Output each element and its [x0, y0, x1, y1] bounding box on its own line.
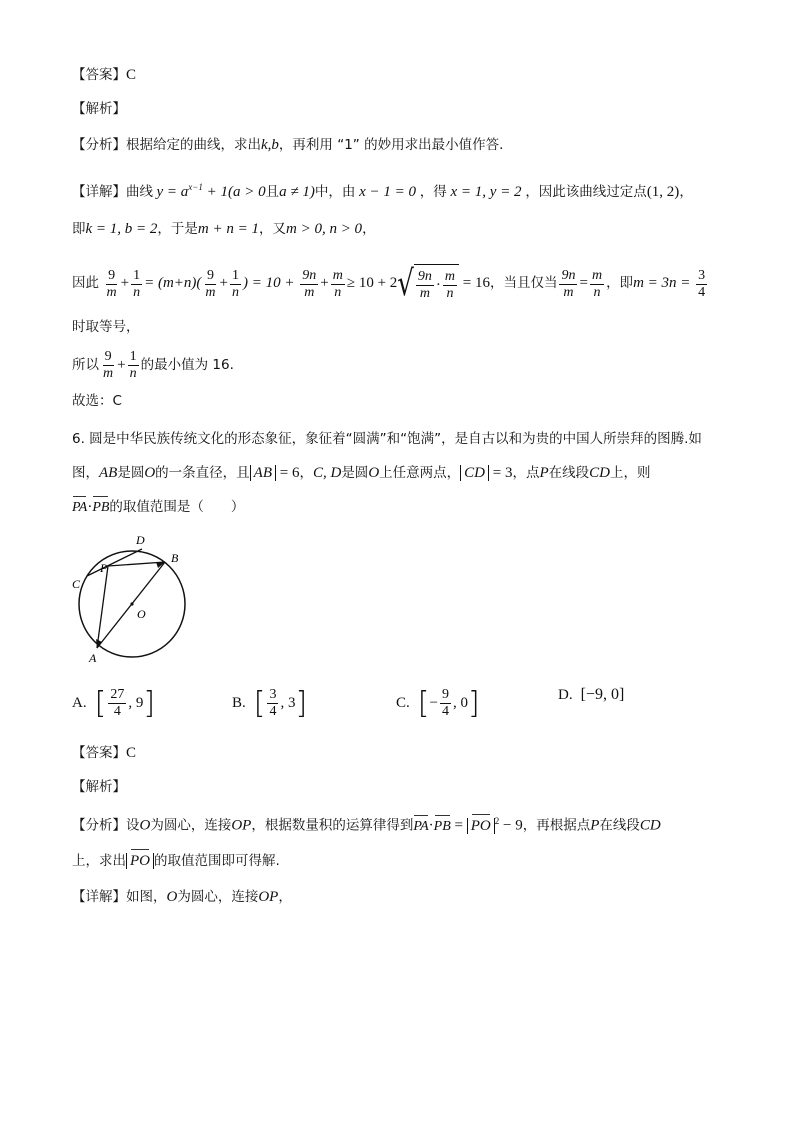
math-pos: m > 0, n > 0: [285, 221, 363, 237]
option-c-label: C.: [396, 695, 410, 711]
jiexi-tag: 【解析】: [72, 779, 126, 795]
q6-line3: PA·PB的取值范围是（ ）: [72, 499, 245, 515]
text: ，: [278, 889, 292, 905]
text: 的取值范围是（ ）: [109, 499, 245, 515]
text: ，得: [419, 184, 447, 200]
text: 在线段: [599, 817, 640, 834]
text: 为圆心，连接: [177, 889, 259, 905]
detail-tag: 【详解】: [72, 184, 126, 200]
prev-detail-line5: 所以 $\frac{9}{m}$ + $\frac{1}{n}$ 的最小值为 16.: [72, 349, 234, 382]
text: 设: [126, 817, 140, 834]
q6-line2: 图，AB是圆O的一条直径，且 AB = 6，C, D是圆O上任意两点， CD = 3，点P在线段CD上，则: [72, 465, 651, 481]
text: 如图，: [126, 889, 167, 905]
label-P: P: [100, 561, 108, 575]
text: 的取值范围即可得解.: [154, 853, 280, 869]
text: 在线段: [548, 465, 590, 481]
math-curve: $y = a^{x-1} + 1(a > 0$: [156, 182, 266, 200]
label-O: O: [137, 607, 146, 621]
answer-value: C: [126, 67, 137, 83]
analysis-tag: 【分析】: [72, 137, 126, 153]
prev-jiexi-heading: [72, 100, 126, 119]
option-b[interactable]: B. [ $\frac{3}{4}$ , 3 ]: [232, 686, 308, 721]
prev-detail-line6: [72, 392, 122, 411]
text: 时取等号，: [72, 319, 140, 335]
text: ，: [299, 465, 313, 481]
q6-detail: 【详解】如图，O为圆心，连接OP，: [72, 889, 292, 905]
q6-jiexi-heading: [72, 778, 126, 797]
label-C: C: [72, 577, 81, 591]
jiexi-tag: 【解析】: [72, 101, 126, 117]
math-point: (1, 2): [646, 184, 680, 200]
analysis-tag: 【分析】: [72, 817, 126, 834]
option-d-label: D.: [558, 686, 573, 703]
q6-line1: [72, 430, 702, 449]
analysis-vars: k,b: [261, 137, 279, 153]
prev-detail-line4: [72, 318, 140, 337]
detail-tag: 【详解】: [72, 889, 126, 905]
text: 图，: [72, 465, 99, 481]
option-a-label: A.: [72, 695, 87, 711]
text: ，于是: [157, 221, 198, 237]
math-xy: x = 1, y = 2: [446, 184, 526, 200]
text: ，点: [512, 465, 540, 481]
text: 所以: [72, 357, 99, 373]
prev-detail-line2: 即k = 1, b = 2，于是m + n = 1，又m > 0, n > 0，: [72, 221, 376, 237]
text: 因此: [72, 275, 99, 292]
text: ，根据数量积的运算律得到: [251, 817, 414, 834]
q6-analysis-line2: 上，求出 PO 的取值范围即可得解.: [72, 853, 280, 869]
text: 为圆心，连接: [150, 817, 232, 834]
text: 的最小值为 16.: [140, 357, 234, 373]
text: 上，则: [609, 465, 651, 481]
option-b-label: B.: [232, 695, 246, 711]
chord-CD: [87, 549, 142, 576]
math-kb: k = 1, b = 2: [85, 221, 158, 237]
circle-figure: [66, 532, 198, 668]
q6-analysis-line1: 【分析】设O为圆心，连接OP，根据数量积的运算律得到PA·PB = PO $^2$ − 9，再根据点P在线段CD: [72, 816, 661, 834]
option-d[interactable]: D. [−9, 0]: [558, 686, 625, 703]
answer-tag: 【答案】: [72, 745, 126, 761]
text: 上任意两点，: [379, 465, 461, 481]
answer-tag: 【答案】: [72, 67, 126, 83]
text: ，即: [606, 275, 634, 292]
analysis-text: 根据给定的曲线，求出: [126, 137, 261, 153]
text: ，因此该曲线过定点: [525, 184, 647, 200]
text: 中，由: [314, 184, 356, 200]
prev-analysis: [72, 136, 503, 155]
text: 曲线: [126, 184, 153, 200]
text: 6. 圆是中华民族传统文化的形态象征，象征着“圆满”和“饱满”，是自古以和为贵的中国人所崇拜的图腾.如: [72, 431, 702, 447]
prev-detail-line1: 【详解】曲线 $y = a^{x-1} + 1(a > 0$且a ≠ 1)中，由 x − 1 = 0 ，得 x = 1, y = 2 ，因此该曲线过定点(1, 2)，: [72, 182, 693, 200]
text: ，再根据点: [522, 817, 591, 834]
text: 故选：C: [72, 393, 122, 409]
text: ，当且仅当: [489, 275, 558, 292]
text: 的一条直径，且: [155, 465, 250, 481]
math-eq: x − 1 = 0: [355, 184, 420, 200]
text: ，又: [258, 221, 286, 237]
label-B: B: [171, 551, 179, 565]
text: 是圆: [341, 465, 369, 481]
center-O: [130, 602, 133, 605]
text: 上，求出: [72, 853, 126, 869]
text: 是圆: [117, 465, 145, 481]
answer-value: C: [126, 745, 137, 761]
analysis-text2: ，再利用 “1” 的妙用求出最小值作答.: [278, 137, 504, 153]
math-mn: m + n = 1: [197, 221, 259, 237]
option-c[interactable]: C. [ − $\frac{9}{4}$ , 0 ]: [396, 686, 480, 721]
prev-detail-line3: 因此 $\frac{9}{m}$ + $\frac{1}{n}$ = (m+n)( $\frac{9}{m}$ + $\frac{1}{n}$ ) = 10 + $\frac{9n}{m}$ + $\frac{m}{n}$ ≥ 10 + 2 √ $\frac{9n}{m}$ · $\frac{m}{n}$ = 16，当且仅当 $\frac{9n}{m}$ = $\frac{m}{n}$ ，即m = 3n = $\frac{3}{4}$: [72, 263, 706, 305]
text: 即: [72, 221, 86, 237]
label-D: D: [136, 533, 145, 547]
q6-answer: [72, 744, 136, 763]
label-A: A: [89, 651, 97, 665]
option-a[interactable]: A. [ $\frac{27}{4}$ , 9 ]: [72, 686, 156, 721]
prev-answer: [72, 66, 136, 85]
